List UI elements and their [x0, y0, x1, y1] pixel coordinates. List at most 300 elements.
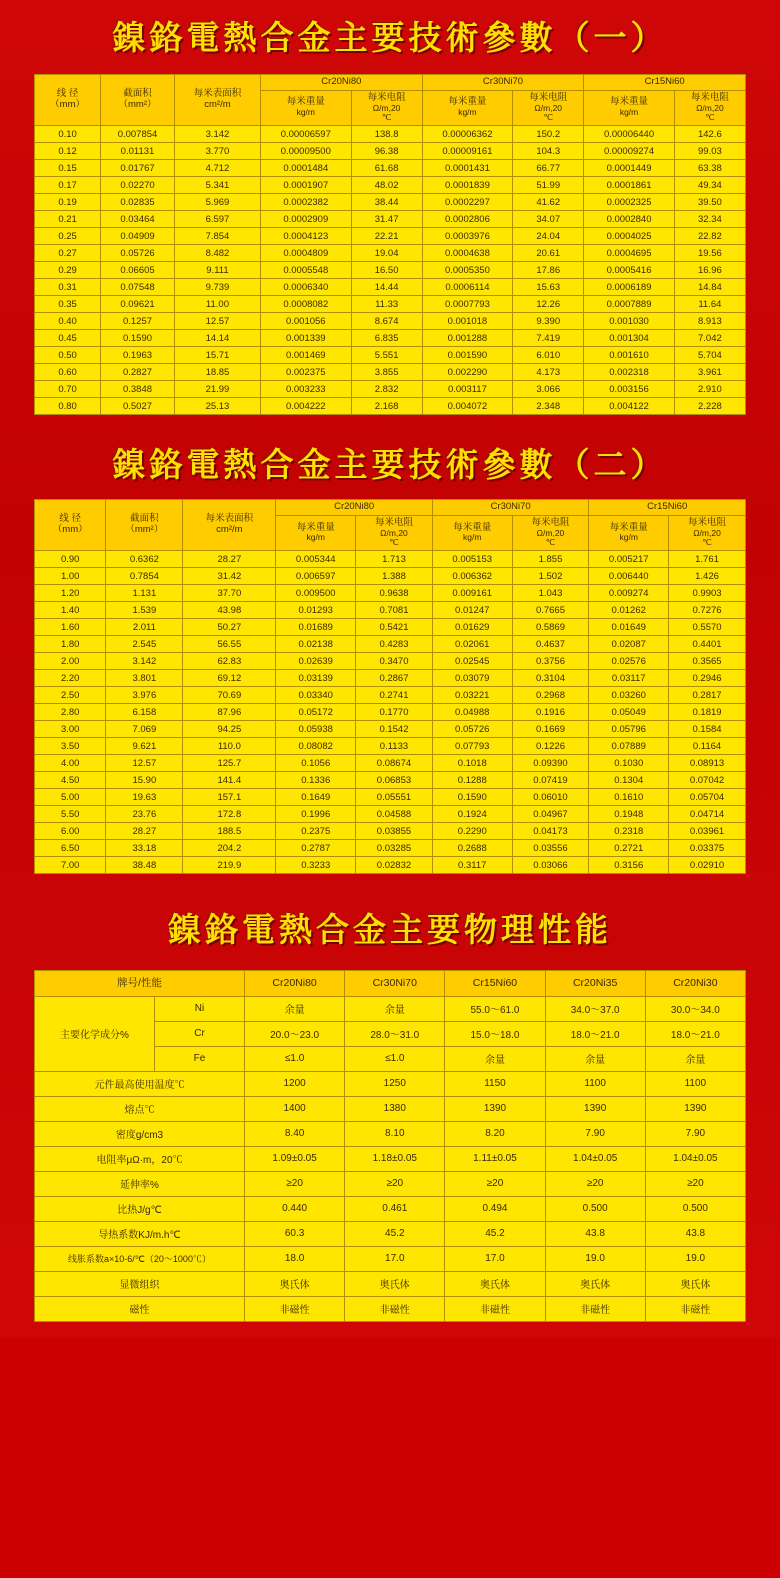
- table-cell: 12.57: [174, 313, 260, 330]
- table-cell: 7.90: [545, 1121, 645, 1146]
- table-cell: 3.770: [174, 143, 260, 160]
- table-cell: 0.461: [345, 1196, 445, 1221]
- table-cell: 0.0005350: [422, 262, 512, 279]
- table-row: [35, 228, 746, 245]
- table-cell: 9.621: [106, 738, 183, 755]
- col-header-cr20ni35: Cr20Ni35: [545, 970, 645, 996]
- table-cell: 50.27: [183, 619, 276, 636]
- col-group-cr15ni60: Cr15Ni60: [584, 74, 746, 90]
- table-cell: 0.1018: [432, 755, 512, 772]
- col-header-area: [106, 499, 183, 550]
- table-cell: 0.02087: [589, 636, 669, 653]
- table-cell: 7.069: [106, 721, 183, 738]
- table-cell: 0.1916: [512, 704, 589, 721]
- cell-diameter: 0.15: [35, 160, 101, 177]
- table-cell: 9.390: [513, 313, 584, 330]
- col-header-resistance-1: [351, 90, 422, 125]
- cell-diameter: 3.50: [35, 738, 106, 755]
- table-cell: 0.1590: [101, 330, 175, 347]
- cell-diameter: 5.00: [35, 789, 106, 806]
- table-cell: 0.00009500: [261, 143, 351, 160]
- table-cell: 0.3756: [512, 653, 589, 670]
- table-cell: 0.2318: [589, 823, 669, 840]
- table-cell: 15.90: [106, 772, 183, 789]
- cell-diameter: 0.60: [35, 364, 101, 381]
- table-header: [35, 970, 746, 996]
- table-cell: 0.0001484: [261, 160, 351, 177]
- table-cell: 0.01293: [276, 602, 356, 619]
- table-cell: 3.801: [106, 670, 183, 687]
- res-label: 每米电阻: [374, 516, 413, 528]
- table-cell: 0.5570: [669, 619, 746, 636]
- res-unit: Ω/m,20: [534, 102, 563, 113]
- table-cell: 28.27: [183, 551, 276, 568]
- cell-diameter: 5.50: [35, 806, 106, 823]
- table-cell: 0.0002382: [261, 194, 351, 211]
- table-cell: 0.1288: [432, 772, 512, 789]
- cell-diameter: 0.21: [35, 211, 101, 228]
- table-cell: ≥20: [445, 1171, 545, 1196]
- table-cell: 18.0～21.0: [545, 1021, 645, 1046]
- wire1-body: [35, 126, 746, 415]
- table-cell: 0.3117: [432, 857, 512, 874]
- table-cell: 66.77: [513, 160, 584, 177]
- table-cell: 0.3156: [589, 857, 669, 874]
- table-cell: 32.34: [674, 211, 745, 228]
- table-cell: 0.4637: [512, 636, 589, 653]
- table-cell: 0.00006597: [261, 126, 351, 143]
- cell-diameter: 0.29: [35, 262, 101, 279]
- res-unit: Ω/m,20: [536, 527, 565, 538]
- table-cell: 0.0002840: [584, 211, 674, 228]
- table-cell: 非磁性: [345, 1296, 445, 1321]
- table-cell: 0.07889: [589, 738, 669, 755]
- table-cell: 0.001304: [584, 330, 674, 347]
- res-label: 每米电阻: [367, 91, 406, 103]
- table-cell: 0.03961: [669, 823, 746, 840]
- row-label: 元件最高使用温度℃: [35, 1071, 245, 1096]
- table-cell: 0.00006362: [422, 126, 512, 143]
- col-header-area-line1: 截面积: [123, 87, 152, 99]
- table-cell: 0.2946: [669, 670, 746, 687]
- table-cell: 0.001030: [584, 313, 674, 330]
- table-cell: 0.0001431: [422, 160, 512, 177]
- row-label-element: Fe: [155, 1046, 245, 1071]
- table-cell: 1.388: [356, 568, 433, 585]
- table-cell: 1.131: [106, 585, 183, 602]
- table-cell: 0.001590: [422, 347, 512, 364]
- table-cell: 3.976: [106, 687, 183, 704]
- table-cell: 0.07419: [512, 772, 589, 789]
- wire-parameters-table-part1: [34, 74, 746, 415]
- col-header-weight-3: [589, 515, 669, 550]
- cell-diameter: 0.17: [35, 177, 101, 194]
- cell-diameter: 0.25: [35, 228, 101, 245]
- table-cell: 0.2688: [432, 840, 512, 857]
- table-cell: 0.04173: [512, 823, 589, 840]
- table-header: [35, 499, 746, 550]
- table-row: [35, 772, 746, 789]
- table-cell: 0.0002325: [584, 194, 674, 211]
- table-cell: 0.004222: [261, 398, 351, 415]
- table-cell: 0.1164: [669, 738, 746, 755]
- cell-diameter: 4.00: [35, 755, 106, 772]
- table-cell: 0.0002806: [422, 211, 512, 228]
- row-label: 比热J/g℃: [35, 1196, 245, 1221]
- table-cell: 0.9903: [669, 585, 746, 602]
- table-cell: 0.0004123: [261, 228, 351, 245]
- table-cell: 0.3848: [101, 381, 175, 398]
- table-cell: 0.0002297: [422, 194, 512, 211]
- table-cell: 6.010: [513, 347, 584, 364]
- table-cell: 41.62: [513, 194, 584, 211]
- wire-table-1-wrapper: [0, 74, 780, 429]
- cell-diameter: 0.80: [35, 398, 101, 415]
- table-cell: 0.3565: [669, 653, 746, 670]
- res-unit2: ℃: [705, 112, 715, 123]
- table-row: [35, 160, 746, 177]
- table-cell: 0.1542: [356, 721, 433, 738]
- table-cell: 0.5421: [356, 619, 433, 636]
- col-group-cr30ni70: Cr30Ni70: [432, 499, 589, 515]
- col-header-area-line2: （mm²）: [118, 98, 157, 110]
- table-row: [35, 330, 746, 347]
- table-cell: 0.1610: [589, 789, 669, 806]
- table-row: [35, 1121, 746, 1146]
- cell-diameter: 1.80: [35, 636, 106, 653]
- col-group-cr15ni60: Cr15Ni60: [589, 499, 746, 515]
- table-cell: 0.03260: [589, 687, 669, 704]
- table-cell: ≤1.0: [345, 1046, 445, 1071]
- table-cell: 1.713: [356, 551, 433, 568]
- table-cell: 0.0004695: [584, 245, 674, 262]
- cell-diameter: 4.50: [35, 772, 106, 789]
- table-row: [35, 211, 746, 228]
- table-row: [35, 1071, 746, 1096]
- table-cell: 非磁性: [445, 1296, 545, 1321]
- table-cell: 8.20: [445, 1121, 545, 1146]
- table-row: [35, 1146, 746, 1171]
- table-cell: 0.9638: [356, 585, 433, 602]
- table-cell: 9.111: [174, 262, 260, 279]
- table-cell: 0.1590: [432, 789, 512, 806]
- row-label-element: Ni: [155, 996, 245, 1021]
- phys-body: [35, 996, 746, 1321]
- table-cell: 5.704: [674, 347, 745, 364]
- table-cell: 63.38: [674, 160, 745, 177]
- weight-label: 每米重量: [286, 96, 325, 108]
- table-row: [35, 296, 746, 313]
- table-cell: 0.005217: [589, 551, 669, 568]
- table-cell: 125.7: [183, 755, 276, 772]
- weight-unit: kg/m: [463, 532, 482, 543]
- weight-label: 每米重量: [448, 96, 487, 108]
- table-cell: 0.0004809: [261, 245, 351, 262]
- table-cell: 0.05726: [432, 721, 512, 738]
- col-header-weight-1: [261, 90, 351, 125]
- physical-properties-table: [34, 970, 746, 1322]
- table-cell: 150.2: [513, 126, 584, 143]
- table-cell: 0.00006440: [584, 126, 674, 143]
- corner-header: 牌号/性能: [35, 970, 245, 996]
- col-group-cr30ni70: Cr30Ni70: [422, 74, 584, 90]
- table-cell: 48.02: [351, 177, 422, 194]
- res-unit: Ω/m,20: [696, 102, 724, 113]
- res-unit: Ω/m,20: [372, 102, 401, 113]
- table-cell: 8.482: [174, 245, 260, 262]
- table-cell: 0.001469: [261, 347, 351, 364]
- table-cell: 0.0004638: [422, 245, 512, 262]
- cell-diameter: 2.20: [35, 670, 106, 687]
- cell-diameter: 2.80: [35, 704, 106, 721]
- table-cell: 0.03375: [669, 840, 746, 857]
- weight-label: 每米重量: [453, 521, 492, 533]
- table-cell: 61.68: [351, 160, 422, 177]
- cell-diameter: 1.40: [35, 602, 106, 619]
- table-cell: 94.25: [183, 721, 276, 738]
- table-cell: 0.2827: [101, 364, 175, 381]
- table-cell: 0.06853: [356, 772, 433, 789]
- wire2-body: [35, 551, 746, 874]
- table-cell: 0.01262: [589, 602, 669, 619]
- table-cell: 非磁性: [645, 1296, 745, 1321]
- table-cell: 0.0005548: [261, 262, 351, 279]
- table-row: [35, 670, 746, 687]
- table-cell: 0.500: [645, 1196, 745, 1221]
- row-label: 显微组织: [35, 1271, 245, 1296]
- table-cell: 45.2: [445, 1221, 545, 1246]
- col-header-weight-2: [422, 90, 512, 125]
- cell-diameter: 0.19: [35, 194, 101, 211]
- table-row: [35, 636, 746, 653]
- table-cell: 142.6: [674, 126, 745, 143]
- table-cell: 0.2867: [356, 670, 433, 687]
- cell-diameter: 0.10: [35, 126, 101, 143]
- table-cell: 8.674: [351, 313, 422, 330]
- table-cell: 22.21: [351, 228, 422, 245]
- table-cell: 7.419: [513, 330, 584, 347]
- table-cell: 0.3233: [276, 857, 356, 874]
- table-cell: 33.18: [106, 840, 183, 857]
- table-cell: 0.0005416: [584, 262, 674, 279]
- table-cell: 0.08674: [356, 755, 433, 772]
- table-cell: 0.07042: [669, 772, 746, 789]
- table-cell: 0.500: [545, 1196, 645, 1221]
- table-cell: 19.56: [674, 245, 745, 262]
- table-cell: 0.0001839: [422, 177, 512, 194]
- table-cell: 55.0～61.0: [445, 996, 545, 1021]
- table-cell: 19.0: [645, 1246, 745, 1271]
- res-unit2: ℃: [381, 112, 392, 123]
- table-cell: 0.001018: [422, 313, 512, 330]
- table-cell: 0.09621: [101, 296, 175, 313]
- table-cell: 1200: [245, 1071, 345, 1096]
- table-cell: 0.0006189: [584, 279, 674, 296]
- table-cell: 24.04: [513, 228, 584, 245]
- table-cell: 62.83: [183, 653, 276, 670]
- table-cell: 0.1133: [356, 738, 433, 755]
- header-row-1: [35, 74, 746, 90]
- table-cell: 7.042: [674, 330, 745, 347]
- row-label: 延伸率%: [35, 1171, 245, 1196]
- table-cell: 0.05938: [276, 721, 356, 738]
- col-header-cr20ni30: Cr20Ni30: [645, 970, 745, 996]
- table-cell: 19.63: [106, 789, 183, 806]
- table-cell: 余量: [345, 996, 445, 1021]
- table-cell: 0.0002909: [261, 211, 351, 228]
- table-cell: 0.02835: [101, 194, 175, 211]
- col-header-resistance-3: [669, 515, 746, 550]
- table-cell: 39.50: [674, 194, 745, 211]
- col-header-resistance-3: [674, 90, 745, 125]
- table-cell: 21.99: [174, 381, 260, 398]
- table-cell: 奥氏体: [545, 1271, 645, 1296]
- table-cell: 110.0: [183, 738, 276, 755]
- table-cell: 0.1996: [276, 806, 356, 823]
- col-header-diameter-line1: 线 径: [59, 512, 82, 524]
- table-cell: 15.0～18.0: [445, 1021, 545, 1046]
- table-cell: 0.01131: [101, 143, 175, 160]
- table-row: [35, 381, 746, 398]
- table-cell: 37.70: [183, 585, 276, 602]
- table-row: [35, 687, 746, 704]
- table-cell: 0.7854: [106, 568, 183, 585]
- cell-diameter: 0.40: [35, 313, 101, 330]
- table-cell: 0.03221: [432, 687, 512, 704]
- table-row: [35, 602, 746, 619]
- table-cell: 奥氏体: [245, 1271, 345, 1296]
- table-cell: 0.3104: [512, 670, 589, 687]
- table-cell: 0.005344: [276, 551, 356, 568]
- table-cell: 1390: [445, 1096, 545, 1121]
- table-cell: 0.03066: [512, 857, 589, 874]
- table-cell: 1.04±0.05: [545, 1146, 645, 1171]
- table-row: [35, 823, 746, 840]
- table-cell: 17.0: [445, 1246, 545, 1271]
- res-label: 每米电阻: [531, 516, 570, 528]
- table-cell: 1100: [645, 1071, 745, 1096]
- table-cell: 0.0006340: [261, 279, 351, 296]
- table-cell: 0.02910: [669, 857, 746, 874]
- cell-diameter: 0.70: [35, 381, 101, 398]
- table-cell: 0.001056: [261, 313, 351, 330]
- table-row: [35, 721, 746, 738]
- table-row: [35, 653, 746, 670]
- table-cell: 0.001339: [261, 330, 351, 347]
- table-cell: 0.007854: [101, 126, 175, 143]
- table-cell: 16.96: [674, 262, 745, 279]
- table-cell: 0.05049: [589, 704, 669, 721]
- table-cell: 0.2968: [512, 687, 589, 704]
- table-cell: 18.85: [174, 364, 260, 381]
- table-cell: 15.71: [174, 347, 260, 364]
- table-cell: 0.01247: [432, 602, 512, 619]
- res-label: 每米电阻: [688, 516, 727, 528]
- table-cell: 0.04988: [432, 704, 512, 721]
- table-cell: 1.426: [669, 568, 746, 585]
- table-cell: 56.55: [183, 636, 276, 653]
- table-cell: 6.597: [174, 211, 260, 228]
- table-row: [35, 1271, 746, 1296]
- table-cell: ≥20: [545, 1171, 645, 1196]
- table-cell: 0.05796: [589, 721, 669, 738]
- weight-unit: kg/m: [306, 532, 325, 543]
- table-cell: 0.1030: [589, 755, 669, 772]
- table-cell: 1390: [545, 1096, 645, 1121]
- res-unit: Ω/m,20: [380, 527, 408, 538]
- table-cell: 0.009274: [589, 585, 669, 602]
- table-cell: 0.0001861: [584, 177, 674, 194]
- table-cell: 0.03855: [356, 823, 433, 840]
- table-cell: 2.832: [351, 381, 422, 398]
- table-cell: 34.07: [513, 211, 584, 228]
- table-cell: 0.0007889: [584, 296, 674, 313]
- table-cell: 7.90: [645, 1121, 745, 1146]
- table-cell: 0.02545: [432, 653, 512, 670]
- cell-diameter: 0.31: [35, 279, 101, 296]
- table-cell: 31.42: [183, 568, 276, 585]
- table-cell: 43.8: [645, 1221, 745, 1246]
- table-cell: 2.168: [351, 398, 422, 415]
- table-cell: 奥氏体: [445, 1271, 545, 1296]
- table-cell: 3.066: [513, 381, 584, 398]
- cell-diameter: 1.20: [35, 585, 106, 602]
- table-cell: 0.009500: [276, 585, 356, 602]
- table-cell: 0.02576: [589, 653, 669, 670]
- table-cell: 0.03285: [356, 840, 433, 857]
- col-header-diameter-line2: （mm）: [52, 523, 88, 535]
- table-cell: 1150: [445, 1071, 545, 1096]
- table-row: [35, 840, 746, 857]
- table-cell: 2.910: [674, 381, 745, 398]
- table-cell: 141.4: [183, 772, 276, 789]
- table-cell: 34.0～37.0: [545, 996, 645, 1021]
- table-cell: 0.494: [445, 1196, 545, 1221]
- table-cell: 2.228: [674, 398, 745, 415]
- col-header-resistance-2: [513, 90, 584, 125]
- table-cell: 0.02138: [276, 636, 356, 653]
- cell-diameter: 1.60: [35, 619, 106, 636]
- table-cell: 1400: [245, 1096, 345, 1121]
- table-cell: 余量: [445, 1046, 545, 1071]
- row-label-chemical-composition: 主要化学成分%: [35, 996, 155, 1071]
- table-cell: 172.8: [183, 806, 276, 823]
- table-cell: 0.04714: [669, 806, 746, 823]
- physical-properties-wrapper: [0, 970, 780, 1338]
- table-cell: 0.02832: [356, 857, 433, 874]
- table-cell: ≥20: [645, 1171, 745, 1196]
- col-header-surface-line1: 每米表面积: [193, 87, 242, 99]
- weight-unit: kg/m: [296, 107, 315, 118]
- table-cell: 0.1770: [356, 704, 433, 721]
- table-cell: 0.0007793: [422, 296, 512, 313]
- table-cell: 1250: [345, 1071, 445, 1096]
- table-cell: 104.3: [513, 143, 584, 160]
- col-header-cr15ni60: Cr15Ni60: [445, 970, 545, 996]
- table-cell: 0.03117: [589, 670, 669, 687]
- table-row: [35, 126, 746, 143]
- table-cell: 余量: [545, 1046, 645, 1071]
- table-row: [35, 568, 746, 585]
- col-group-cr20ni80: Cr20Ni80: [276, 499, 433, 515]
- cell-diameter: 0.50: [35, 347, 101, 364]
- table-cell: 0.1649: [276, 789, 356, 806]
- table-cell: 16.50: [351, 262, 422, 279]
- table-cell: 0.003233: [261, 381, 351, 398]
- table-cell: 1390: [645, 1096, 745, 1121]
- table-cell: 0.2290: [432, 823, 512, 840]
- table-cell: 0.1336: [276, 772, 356, 789]
